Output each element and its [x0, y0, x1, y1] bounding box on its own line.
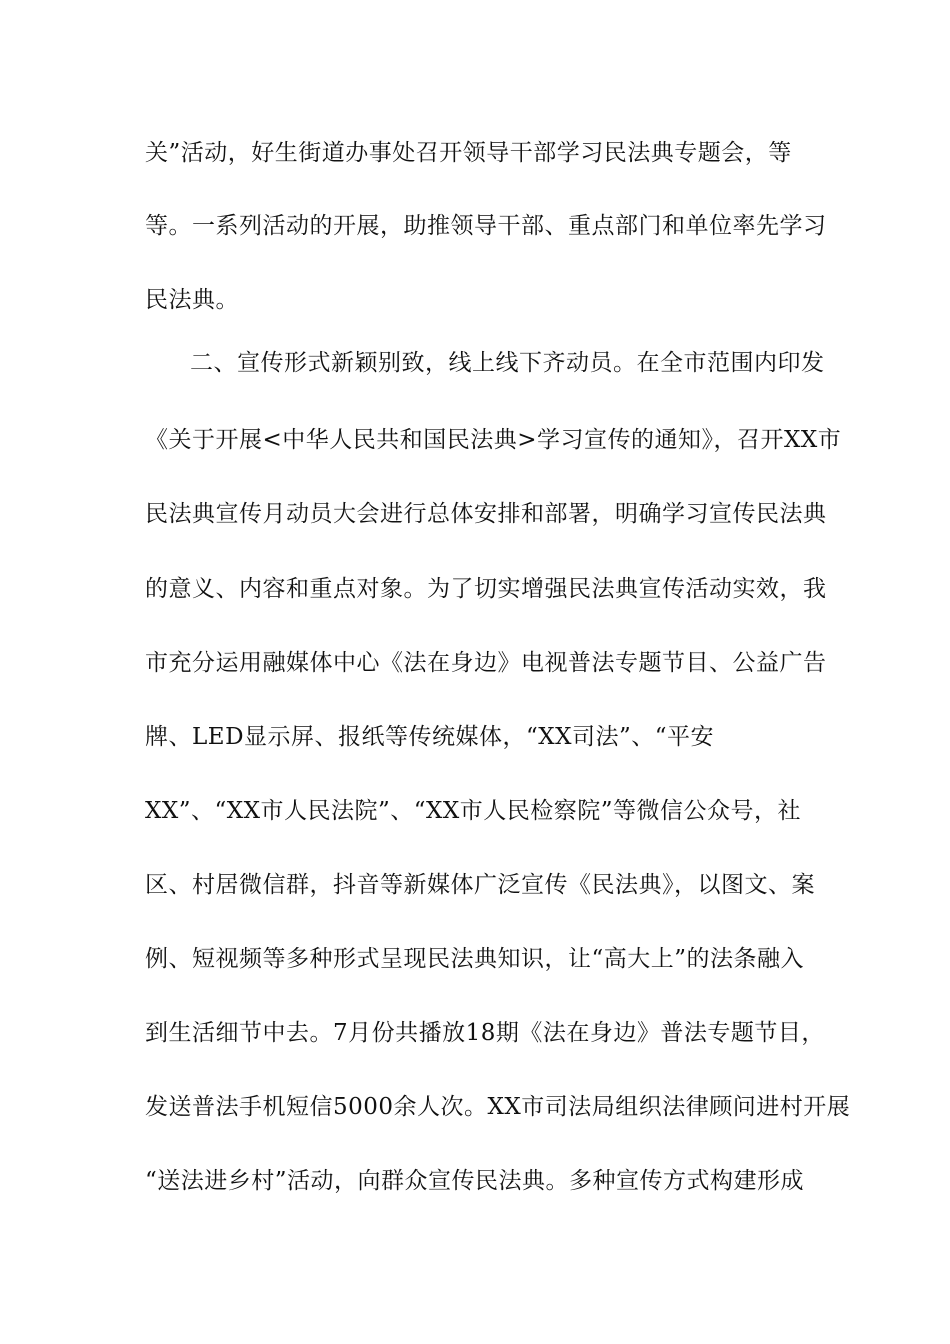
text-line: 民法典宣传月动员大会进行总体安排和部署，明确学习宣传民法典 — [145, 501, 827, 527]
text-line: 的意义、内容和重点对象。为了切实增强民法典宣传活动实效，我 — [145, 576, 827, 602]
text-line: 例、短视频等多种形式呈现民法典知识，让“高大上”的法条融入 — [145, 946, 805, 972]
text-line: 关”活动，好生街道办事处召开领导干部学习民法典专题会，等 — [145, 140, 792, 166]
text-line: 到生活细节中去。7月份共播放18期《法在身边》普法专题节目， — [145, 1020, 825, 1046]
text-line: “送法进乡村”活动，向群众宣传民法典。多种宣传方式构建形成 — [145, 1168, 805, 1194]
text-line: XX”、“XX市人民法院”、“XX市人民检察院”等微信公众号，社 — [145, 798, 802, 824]
paragraph-first-line: 二、宣传形式新颖别致，线上线下齐动员。在全市范围内印发 — [190, 350, 825, 376]
text-line: 区、村居微信群，抖音等新媒体广泛宣传《民法典》，以图文、案 — [145, 872, 815, 898]
text-line: 发送普法手机短信5000余人次。XX市司法局组织法律顾问进村开展 — [145, 1094, 851, 1120]
text-line: 《关于开展<中华人民共和国民法典>学习宣传的通知》，召开XX市 — [145, 427, 842, 453]
text-line: 民法典。 — [145, 287, 239, 313]
text-line: 等。一系列活动的开展，助推领导干部、重点部门和单位率先学习 — [145, 213, 827, 239]
text-line: 牌、LED显示屏、报纸等传统媒体，“XX司法”、“平安 — [145, 724, 715, 750]
text-line: 市充分运用融媒体中心《法在身边》电视普法专题节目、公益广告 — [145, 650, 827, 676]
